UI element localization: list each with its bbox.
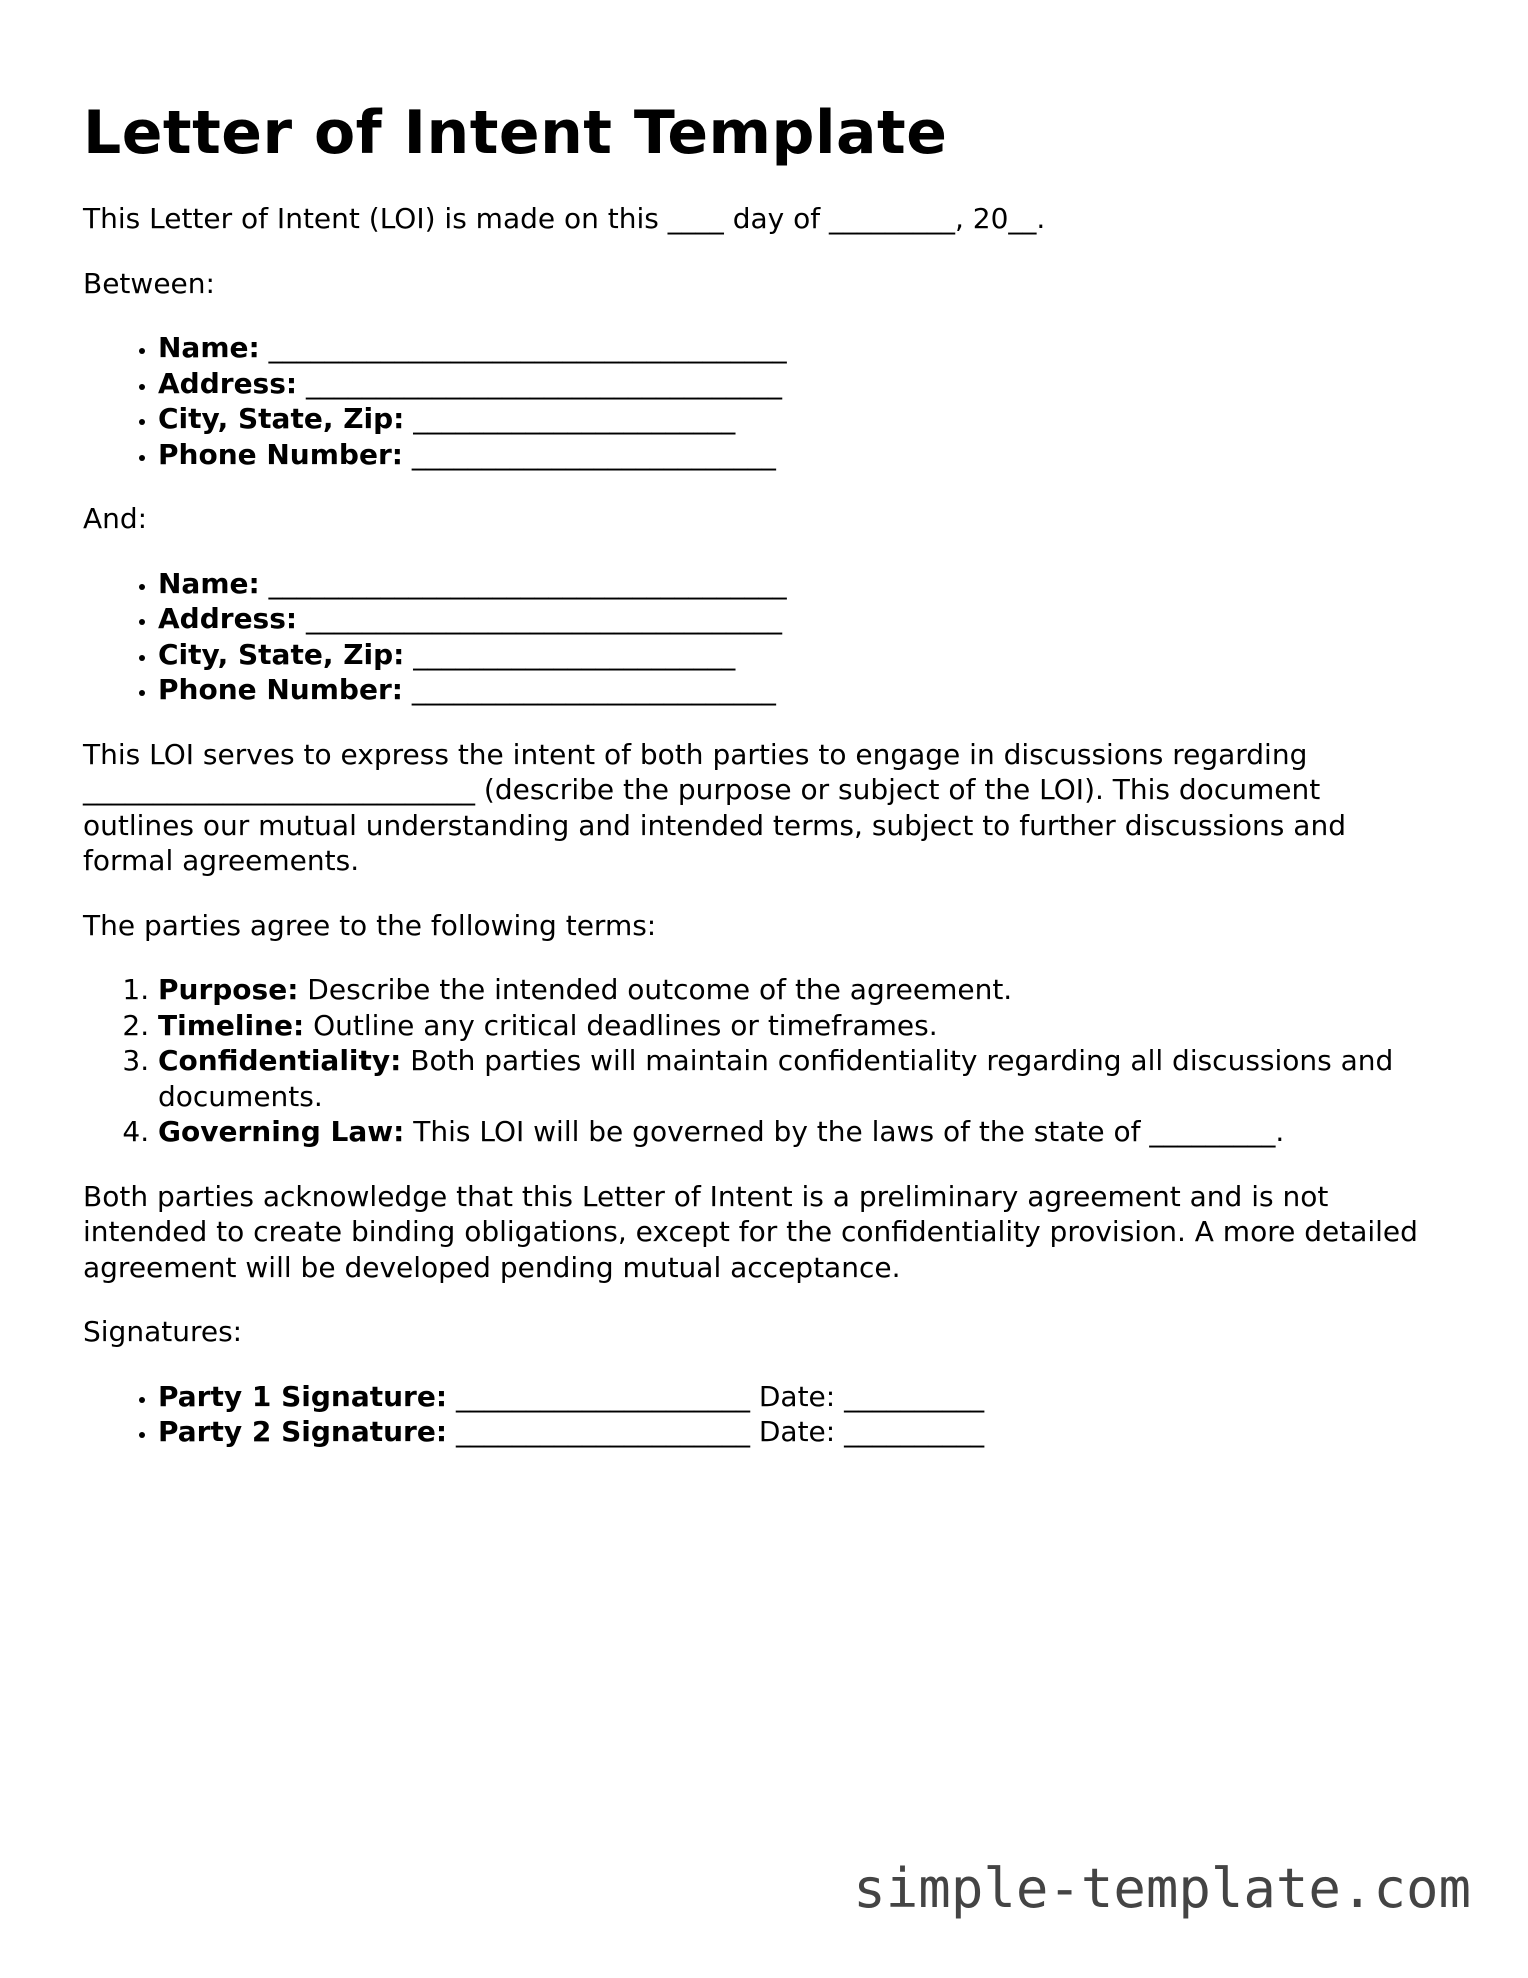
field-label: City, State, Zip:: [158, 402, 405, 435]
name-field-blank[interactable]: _____________________________________: [259, 331, 787, 364]
term-text: Outline any critical deadlines or timeframes.: [304, 1008, 938, 1042]
city-field-blank[interactable]: _______________________: [404, 637, 736, 671]
page-title: Letter of Intent Template: [83, 98, 948, 168]
terms-list: [83, 972, 1423, 1150]
field-label: Name:: [158, 566, 260, 600]
address-field-blank[interactable]: __________________________________: [297, 366, 782, 400]
term-item: [158, 1008, 1423, 1044]
term-item: [158, 1114, 1423, 1150]
and-label: And:: [83, 502, 148, 535]
field-label: City, State, Zip:: [158, 637, 405, 671]
term-text: Both parties will maintain confidentiality regarding all discussions and documents.: [158, 1044, 1394, 1113]
purpose-paragraph: This LOI serves to express the intent of both parties to engage in discussions regarding ____________________________ (describe the purpose or subject of the LOI). This document outlines our mutual understanding and intended terms, subject to further discussions and formal agreements.: [83, 737, 1346, 877]
signatures-list: [83, 1379, 1423, 1450]
watermark: simple-template.com: [853, 1857, 1471, 1920]
party1-city-item: [158, 401, 1423, 437]
field-label: Address:: [158, 366, 298, 400]
term-label: Timeline:: [158, 1008, 305, 1042]
signatures-label: Signatures:: [83, 1315, 243, 1348]
term-label: Confidentiality:: [158, 1044, 402, 1077]
phone-field-blank[interactable]: __________________________: [402, 673, 776, 706]
term-item: [158, 1043, 1423, 1114]
field-label: Phone Number:: [158, 437, 403, 471]
terms-intro: The parties agree to the following terms:: [83, 908, 657, 942]
signature-label: Party 1 Signature:: [158, 1379, 448, 1413]
field-label: Address:: [158, 602, 298, 635]
party2-name-item: [158, 566, 1423, 602]
party1-address-item: [158, 366, 1423, 402]
between-label: Between:: [83, 266, 215, 300]
signature-blank[interactable]: _____________________ Date: __________: [447, 1379, 985, 1413]
party1-phone-item: [158, 437, 1423, 473]
city-field-blank[interactable]: _______________________: [404, 402, 736, 435]
phone-field-blank[interactable]: __________________________: [402, 437, 776, 471]
term-label: Purpose:: [158, 973, 299, 1006]
signature-item: [158, 1379, 1423, 1415]
document-page: [83, 98, 1423, 1479]
acknowledgement-paragraph: Both parties acknowledge that this Letter of Intent is a preliminary agreement and is not intended to create binding obligations, except for the confidentiality provision. A more detailed agreement will be developed pending mutual acceptance.: [83, 1179, 1418, 1284]
party1-name-item: [158, 330, 1423, 366]
party1-list: [83, 330, 1423, 472]
intro-paragraph: This Letter of Intent (LOI) is made on this ____ day of _________, 20__.: [83, 202, 1046, 235]
address-field-blank[interactable]: __________________________________: [297, 602, 782, 635]
term-text: Describe the intended outcome of the agreement.: [298, 973, 1013, 1006]
term-label: Governing Law:: [158, 1115, 405, 1148]
party2-city-item: [158, 637, 1423, 673]
field-label: Name:: [158, 331, 260, 364]
party2-phone-item: [158, 672, 1423, 708]
name-field-blank[interactable]: _____________________________________: [259, 566, 787, 600]
party2-list: [83, 566, 1423, 708]
signature-blank[interactable]: _____________________ Date: __________: [447, 1415, 985, 1448]
field-label: Phone Number:: [158, 673, 403, 706]
party2-address-item: [158, 601, 1423, 637]
signature-label: Party 2 Signature:: [158, 1415, 448, 1448]
signature-item: [158, 1414, 1423, 1450]
term-item: [158, 972, 1423, 1008]
term-text: This LOI will be governed by the laws of the state of _________.: [404, 1115, 1285, 1148]
